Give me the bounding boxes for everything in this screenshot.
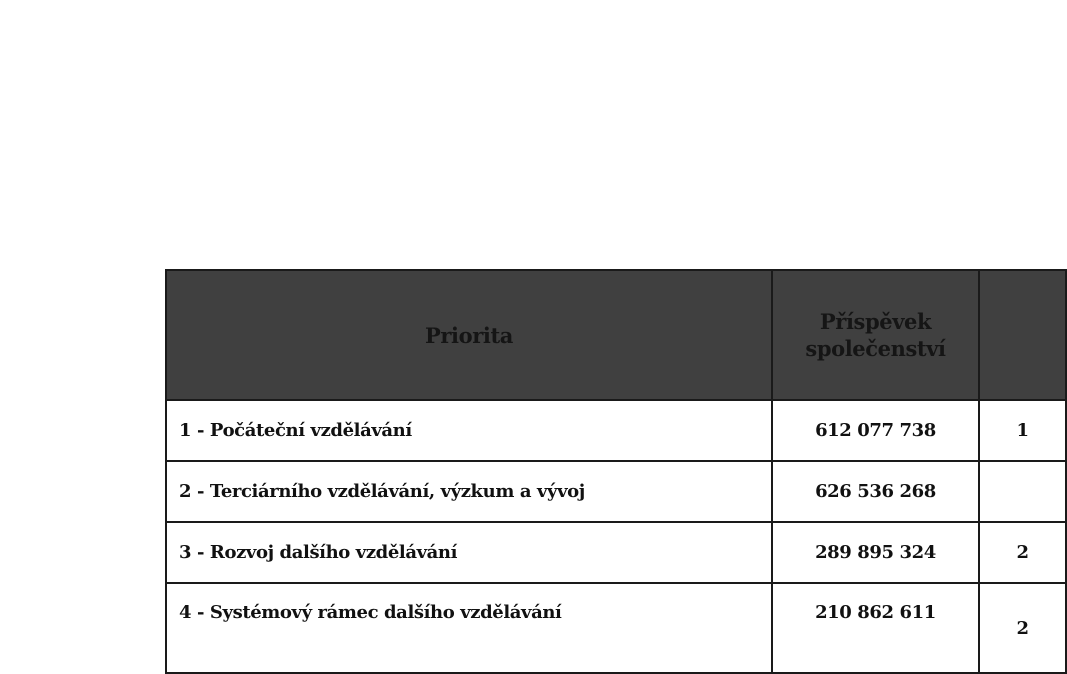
row-priority-label: 1 - Počáteční vzdělávání xyxy=(166,400,772,461)
priority-funding-table xyxy=(165,269,1067,674)
row-community-contribution: 626 536 268 xyxy=(772,461,979,522)
table-row xyxy=(166,522,1066,583)
header-cut-off xyxy=(979,270,1066,400)
row-community-contribution: 289 895 324 xyxy=(772,522,979,583)
table-row xyxy=(166,583,1066,673)
row-community-contribution: 612 077 738 xyxy=(772,400,979,461)
row-community-contribution: 210 862 611 xyxy=(772,583,979,673)
table-row xyxy=(166,400,1066,461)
table-header-row xyxy=(166,270,1066,400)
row-priority-label: 4 - Systémový rámec dalšího vzdělávání xyxy=(166,583,772,673)
row-cut-off-value xyxy=(979,461,1066,522)
row-priority-label: 3 - Rozvoj dalšího vzdělávání xyxy=(166,522,772,583)
row-priority-label: 2 - Terciárního vzdělávání, výzkum a vývoj xyxy=(166,461,772,522)
row-cut-off-value: 2 xyxy=(979,522,1066,583)
table-row xyxy=(166,461,1066,522)
priority-funding-table-container xyxy=(165,269,1065,674)
row-cut-off-value: 2 xyxy=(979,583,1066,673)
row-cut-off-value: 1 xyxy=(979,400,1066,461)
header-priority: Priorita xyxy=(166,270,772,400)
header-community-contribution: Příspěvek společenství xyxy=(772,270,979,400)
